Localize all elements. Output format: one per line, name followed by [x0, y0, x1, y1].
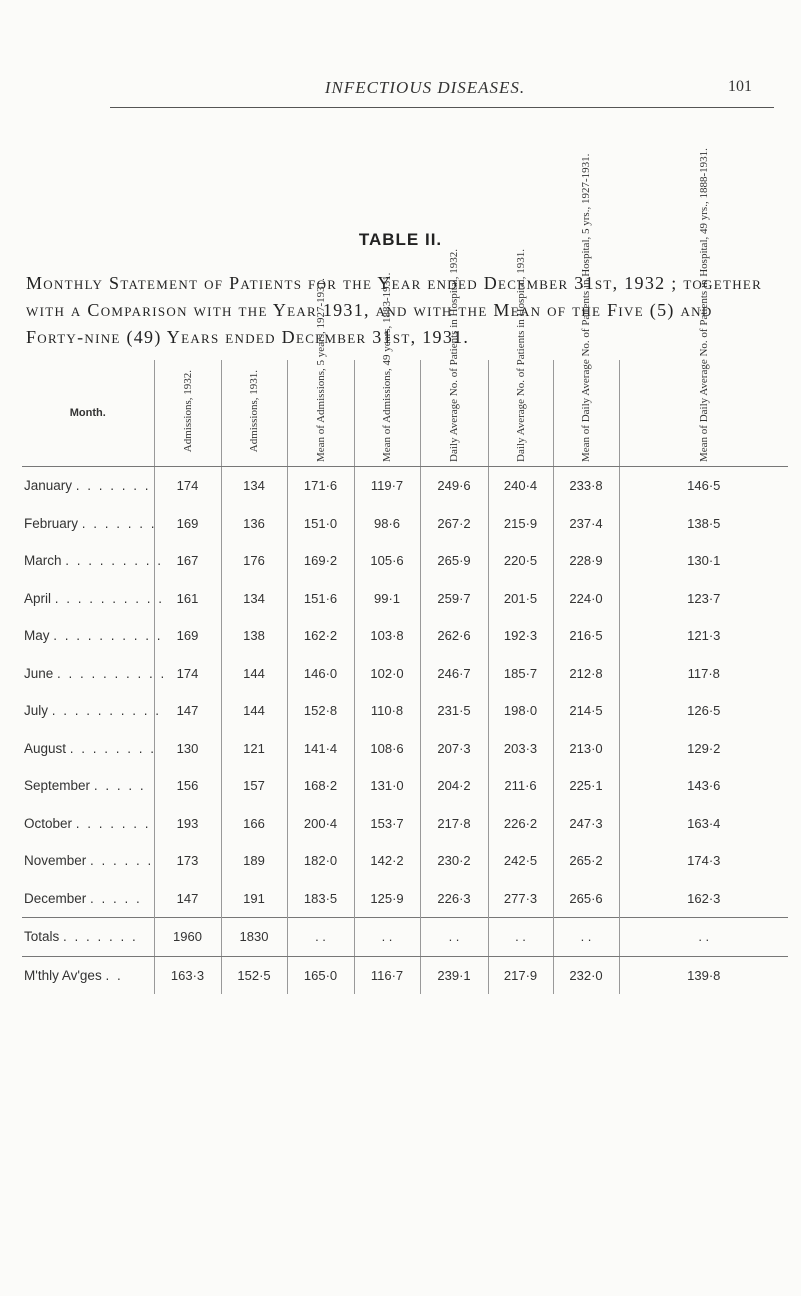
row-label-text: M'thly Av'ges — [24, 967, 102, 983]
table-caption: Monthly Statement of Patients for the Year ended December 31st, 1932 ; together with a Comparison with the Year 1931, and with the Mean of the Five (5) and Forty-nine (49) Years ended December 31st, 1931. — [26, 273, 763, 347]
cell-value: 215·9 — [488, 505, 553, 543]
cell-value: . . — [420, 918, 488, 957]
cell-value: 174 — [154, 467, 221, 505]
table-row — [22, 767, 788, 805]
cell-value: 103·8 — [354, 617, 420, 655]
row-label — [22, 730, 157, 768]
table-row — [22, 467, 788, 505]
cell-value: 249·6 — [420, 467, 488, 505]
cell-value: 191 — [221, 880, 287, 918]
leader-dots: . . . . . . . — [75, 815, 151, 831]
cell-value: 198·0 — [488, 692, 553, 730]
cell-value: 167 — [154, 542, 221, 580]
col-header-month: Month. — [22, 360, 154, 467]
row-label-text: September — [24, 778, 91, 794]
cell-value: 129·2 — [619, 730, 788, 768]
cell-value: 1960 — [154, 918, 221, 957]
cell-value: 204·2 — [420, 767, 488, 805]
cell-value: 146·5 — [619, 467, 788, 505]
cell-value: 134 — [221, 467, 287, 505]
row-label-text: March — [24, 553, 62, 569]
cell-value: 151·0 — [287, 505, 354, 543]
cell-value: 99·1 — [354, 580, 420, 618]
leader-dots: . . . . . . . . . — [65, 553, 164, 569]
cell-value: 171·6 — [287, 467, 354, 505]
col-header-admissions-1932: Admissions, 1932. — [154, 360, 221, 467]
cell-value: 201·5 — [488, 580, 553, 618]
cell-value: 182·0 — [287, 842, 354, 880]
cell-value: 141·4 — [287, 730, 354, 768]
cell-value: 136 — [221, 505, 287, 543]
leader-dots: . . — [105, 967, 123, 983]
cell-value: 163·3 — [154, 956, 221, 994]
leader-dots: . . . . . . . . . . — [53, 628, 163, 644]
cell-value: 183·5 — [287, 880, 354, 918]
cell-value: 157 — [221, 767, 287, 805]
row-label-text: January — [24, 478, 73, 494]
cell-value: 130 — [154, 730, 221, 768]
cell-value: 166 — [221, 805, 287, 843]
cell-value: 144 — [221, 692, 287, 730]
header-row — [22, 360, 788, 467]
cell-value: 121 — [221, 730, 287, 768]
cell-value: 265·9 — [420, 542, 488, 580]
leader-dots: . . . . . . . . — [69, 740, 157, 756]
leader-dots: . . . . . . . — [63, 929, 138, 945]
row-label — [22, 467, 154, 505]
cell-value: 189 — [221, 842, 287, 880]
cell-value: 217·8 — [420, 805, 488, 843]
cell-value: 240·4 — [488, 467, 553, 505]
cell-value: 232·0 — [553, 956, 619, 994]
cell-value: 143·6 — [619, 767, 788, 805]
cell-value: 169 — [154, 505, 221, 543]
leader-dots: . . . . . . . — [81, 515, 157, 531]
leader-dots: . . . . . . . — [75, 478, 151, 494]
col-header-mean-daily-avg-5yr: Mean of Daily Average No. of Patients in Hospital, 5 yrs., 1927-1931. — [553, 360, 619, 467]
row-label — [22, 692, 162, 730]
cell-value: 152·5 — [221, 956, 287, 994]
cell-value: 138·5 — [619, 505, 788, 543]
leader-dots: . . . . . — [93, 778, 146, 794]
cell-value: 226·3 — [420, 880, 488, 918]
cell-value: 247·3 — [553, 805, 619, 843]
row-label-text: August — [24, 740, 67, 756]
table-row — [22, 542, 788, 580]
table-row — [22, 880, 788, 918]
row-label — [22, 842, 154, 880]
leader-dots: . . . . . . — [90, 853, 154, 869]
row-label — [22, 918, 154, 957]
row-label — [22, 767, 154, 805]
cell-value: 138 — [221, 617, 287, 655]
cell-value: 152·8 — [287, 692, 354, 730]
row-label-text: February — [24, 515, 79, 531]
cell-value: 151·6 — [287, 580, 354, 618]
cell-value: 262·6 — [420, 617, 488, 655]
cell-value: 185·7 — [488, 655, 553, 693]
row-label-text: June — [24, 665, 54, 681]
page-number: 101 — [728, 78, 752, 95]
cell-value: 217·9 — [488, 956, 553, 994]
cell-value: 193 — [154, 805, 221, 843]
cell-value: 277·3 — [488, 880, 553, 918]
col-header-mean-admissions-5yr: Mean of Admissions, 5 years, 1927-1931. — [287, 360, 354, 467]
row-label-text: April — [24, 590, 52, 606]
col-header-admissions-1931: Admissions, 1931. — [221, 360, 287, 467]
row-label-text: December — [24, 890, 87, 906]
cell-value: 225·1 — [553, 767, 619, 805]
cell-value: 163·4 — [619, 805, 788, 843]
cell-value: 211·6 — [488, 767, 553, 805]
cell-value: 108·6 — [354, 730, 420, 768]
cell-value: 265·6 — [553, 880, 619, 918]
averages-row — [22, 956, 788, 994]
table-row — [22, 730, 788, 768]
cell-value: 121·3 — [619, 617, 788, 655]
col-header-daily-avg-1931: Daily Average No. of Patients in Hospital, 1931. — [488, 360, 553, 467]
cell-value: 168·2 — [287, 767, 354, 805]
leader-dots: . . . . . . . . . . — [54, 590, 165, 606]
cell-value: 147 — [154, 880, 221, 918]
cell-value: 105·6 — [354, 542, 420, 580]
cell-value: 142·2 — [354, 842, 420, 880]
row-label-text: May — [24, 628, 50, 644]
cell-value: 220·5 — [488, 542, 553, 580]
leader-dots: . . . . . . . . . . — [57, 665, 167, 681]
cell-value: 237·4 — [553, 505, 619, 543]
row-label — [22, 880, 154, 918]
cell-value: . . — [619, 918, 788, 957]
cell-value: 116·7 — [354, 956, 420, 994]
cell-value: 216·5 — [553, 617, 619, 655]
table-row — [22, 505, 788, 543]
cell-value: 153·7 — [354, 805, 420, 843]
leader-dots: . . . . . . . . . . — [51, 703, 162, 719]
row-label — [22, 956, 154, 994]
cell-value: . . — [553, 918, 619, 957]
cell-value: . . — [287, 918, 354, 957]
cell-value: 226·2 — [488, 805, 553, 843]
cell-value: 169·2 — [287, 542, 354, 580]
table-row — [22, 655, 788, 693]
cell-value: 203·3 — [488, 730, 553, 768]
table-row — [22, 805, 788, 843]
cell-value: 1830 — [221, 918, 287, 957]
cell-value: 165·0 — [287, 956, 354, 994]
cell-value: 134 — [221, 580, 287, 618]
table-row — [22, 842, 788, 880]
cell-value: 131·0 — [354, 767, 420, 805]
cell-value: 162·2 — [287, 617, 354, 655]
cell-value: 147 — [154, 692, 221, 730]
cell-value: 212·8 — [553, 655, 619, 693]
cell-value: 176 — [221, 542, 287, 580]
cell-value: . . — [354, 918, 420, 957]
table-row — [22, 580, 788, 618]
row-label — [22, 542, 164, 580]
cell-value: 213·0 — [553, 730, 619, 768]
cell-value: 239·1 — [420, 956, 488, 994]
cell-value: 174 — [154, 655, 221, 693]
totals-row — [22, 918, 788, 957]
row-label — [22, 655, 167, 693]
cell-value: 169 — [154, 617, 221, 655]
cell-value: 267·2 — [420, 505, 488, 543]
cell-value: 231·5 — [420, 692, 488, 730]
leader-dots: . . . . . — [90, 890, 142, 906]
cell-value: 265·2 — [553, 842, 619, 880]
header-rule — [110, 107, 774, 108]
cell-value: 192·3 — [488, 617, 553, 655]
col-header-mean-admissions-49yr: Mean of Admissions, 49 years, 1883-1931. — [354, 360, 420, 467]
row-label — [22, 805, 154, 843]
cell-value: . . — [488, 918, 553, 957]
cell-value: 119·7 — [354, 467, 420, 505]
cell-value: 224·0 — [553, 580, 619, 618]
cell-value: 123·7 — [619, 580, 788, 618]
cell-value: 156 — [154, 767, 221, 805]
cell-value: 144 — [221, 655, 287, 693]
cell-value: 98·6 — [354, 505, 420, 543]
cell-value: 246·7 — [420, 655, 488, 693]
cell-value: 110·8 — [354, 692, 420, 730]
table-row — [22, 692, 788, 730]
table-title: TABLE II. — [358, 230, 443, 249]
running-head: INFECTIOUS DISEASES. — [324, 78, 526, 97]
cell-value: 130·1 — [619, 542, 788, 580]
row-label — [22, 580, 165, 618]
table-row — [22, 617, 788, 655]
row-label-text: Totals — [24, 929, 60, 945]
cell-value: 146·0 — [287, 655, 354, 693]
cell-value: 200·4 — [287, 805, 354, 843]
cell-value: 161 — [154, 580, 221, 618]
cell-value: 207·3 — [420, 730, 488, 768]
row-label — [22, 505, 157, 543]
cell-value: 174·3 — [619, 842, 788, 880]
row-label — [22, 617, 163, 655]
cell-value: 242·5 — [488, 842, 553, 880]
row-label-text: November — [24, 853, 87, 869]
cell-value: 162·3 — [619, 880, 788, 918]
cell-value: 233·8 — [553, 467, 619, 505]
cell-value: 117·8 — [619, 655, 788, 693]
cell-value: 126·5 — [619, 692, 788, 730]
col-header-mean-daily-avg-49yr: Mean of Daily Average No. of Patients in Hospital, 49 yrs., 1888-1931. — [619, 360, 788, 467]
cell-value: 173 — [154, 842, 221, 880]
cell-value: 102·0 — [354, 655, 420, 693]
cell-value: 228·9 — [553, 542, 619, 580]
cell-value: 230·2 — [420, 842, 488, 880]
cell-value: 139·8 — [619, 956, 788, 994]
row-label-text: July — [24, 703, 49, 719]
row-label-text: October — [24, 815, 73, 831]
cell-value: 125·9 — [354, 880, 420, 918]
cell-value: 259·7 — [420, 580, 488, 618]
col-header-daily-avg-1932: Daily Average No. of Patients in Hospital, 1932. — [420, 360, 488, 467]
cell-value: 214·5 — [553, 692, 619, 730]
